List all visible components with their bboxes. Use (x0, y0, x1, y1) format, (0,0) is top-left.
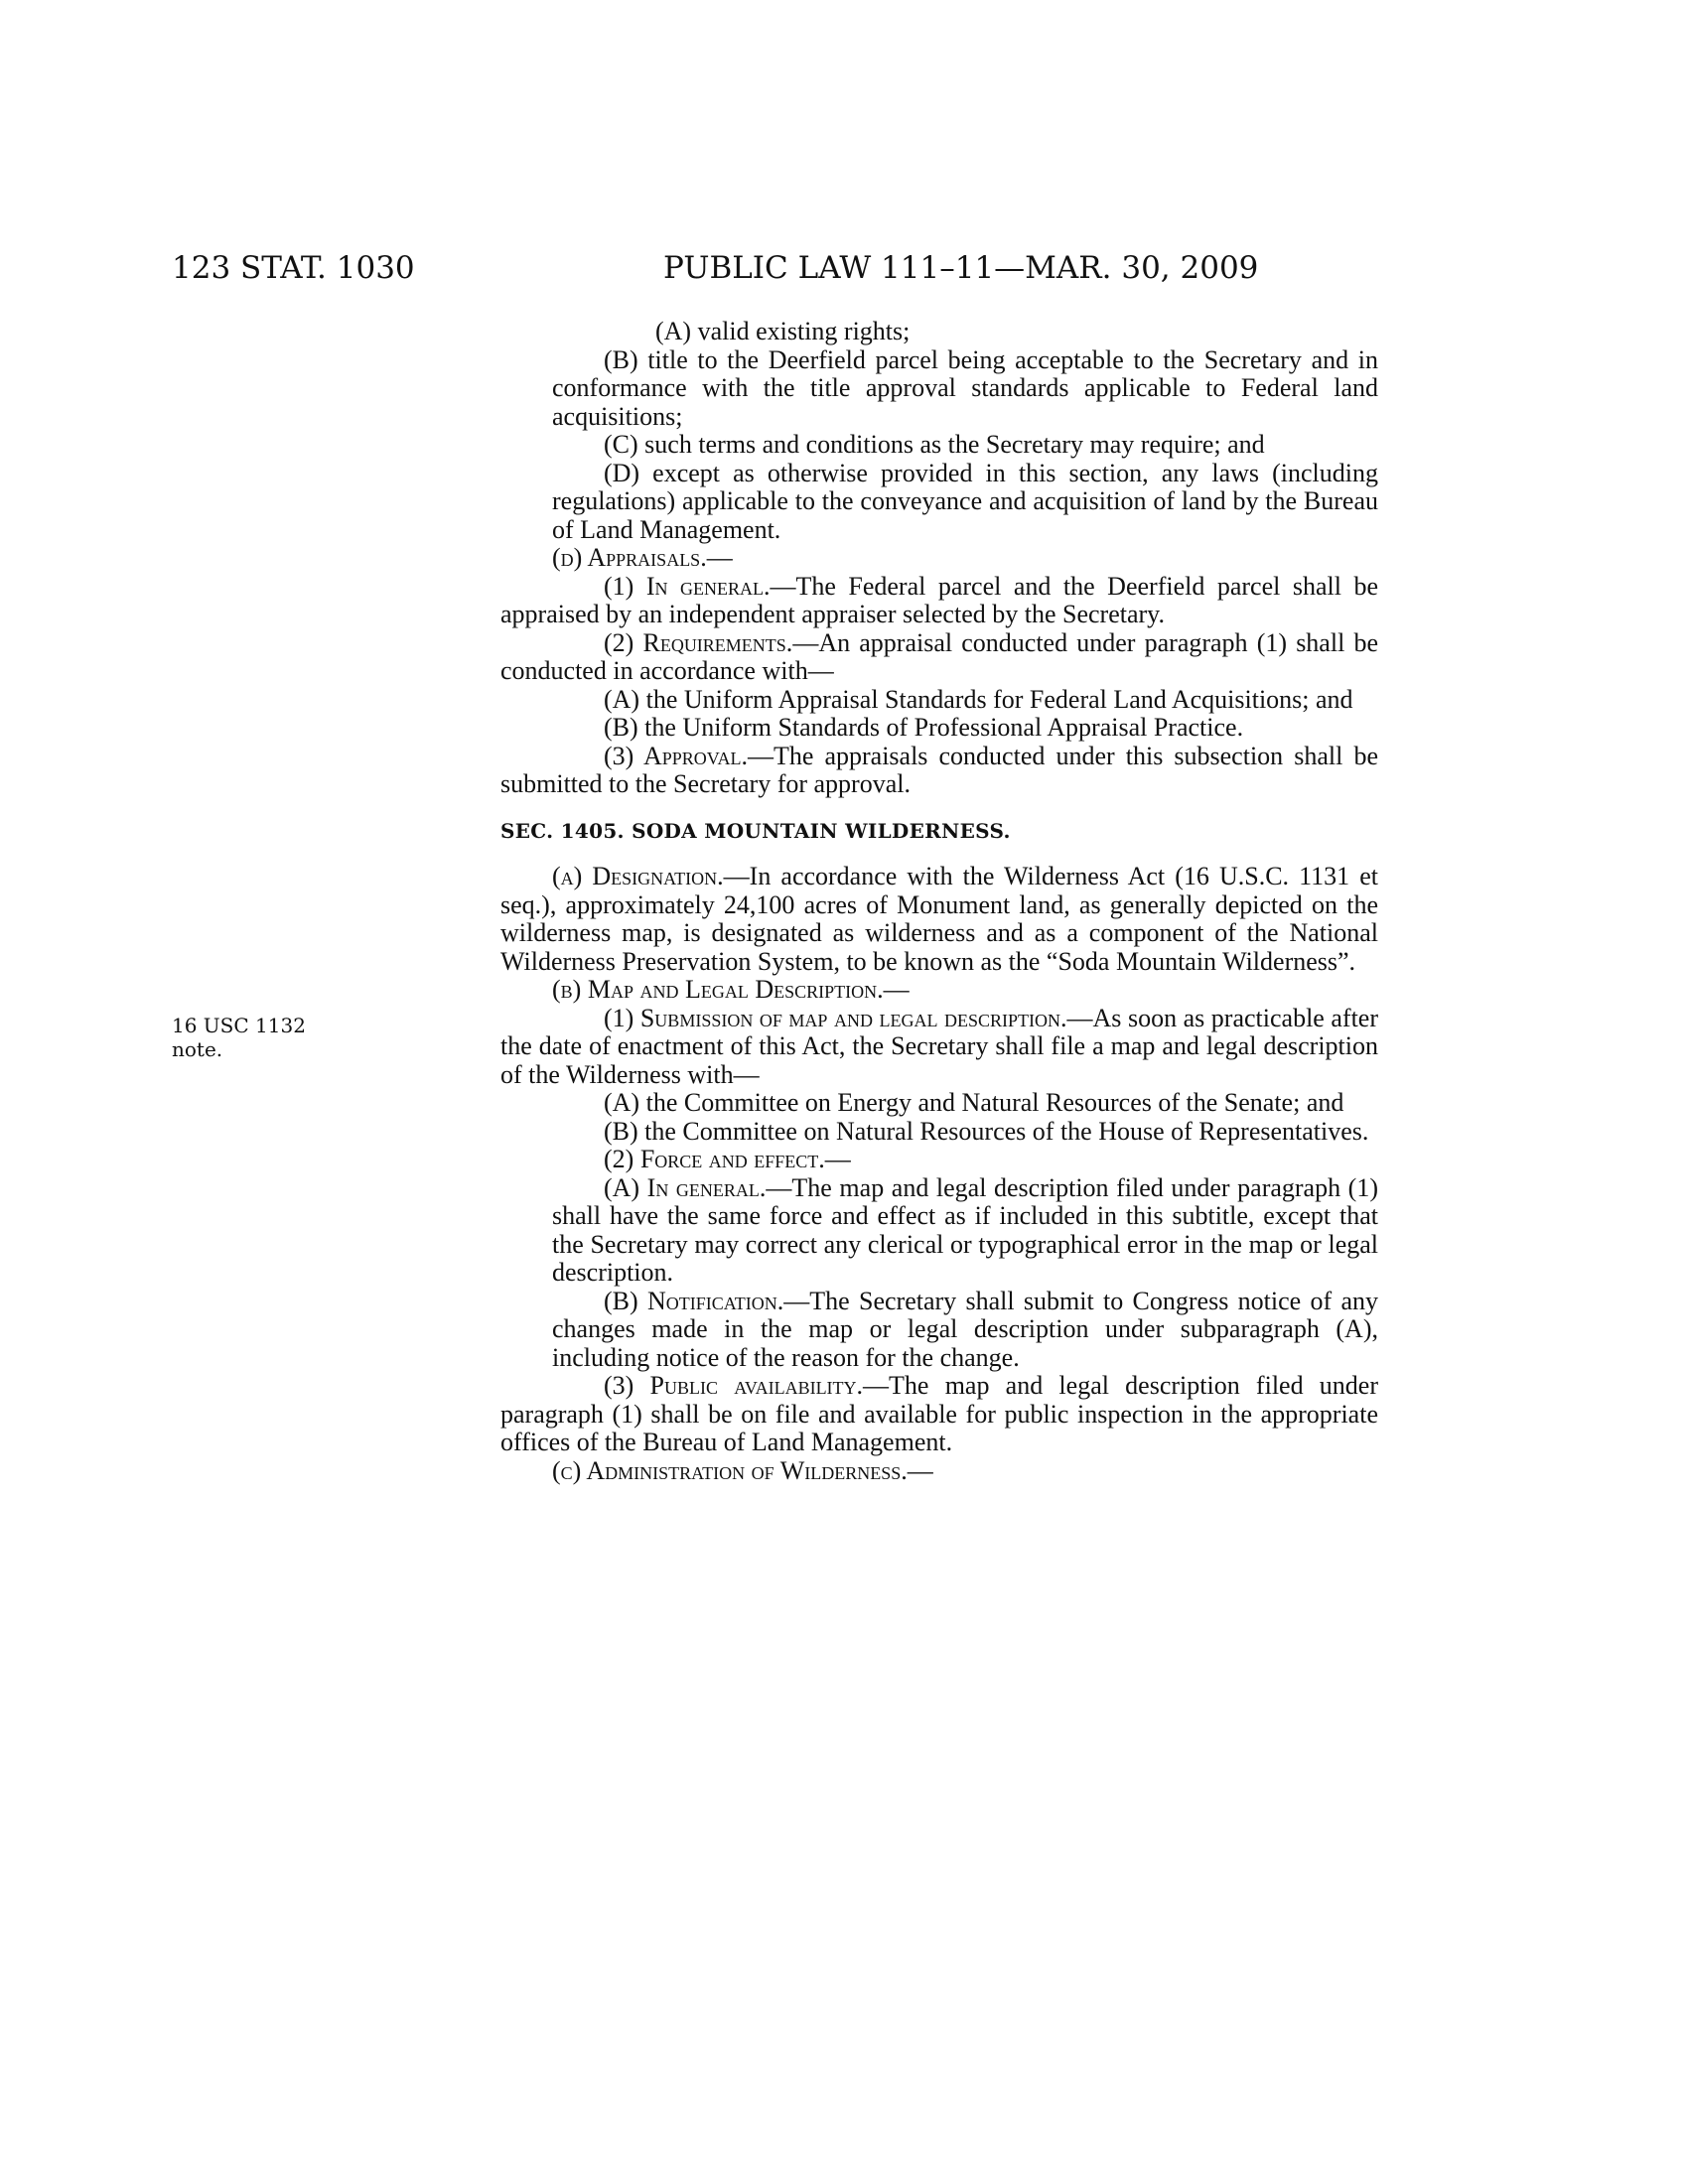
paragraph-d-2-label: (2) Requirements. (604, 627, 793, 657)
paragraph-d-2-text: —An appraisal conducted under paragraph (1) shall be conducted in accordance with— (500, 627, 1378, 685)
paragraph-b-1-label: (1) Submission of map and legal description. (604, 1003, 1067, 1032)
paragraph-b-2-a-label: (A) In general. (604, 1172, 767, 1202)
paragraph-d-3-label: (3) Approval. (604, 741, 748, 770)
paragraph-b-2-a (500, 1174, 1378, 1288)
paragraph-b-2-b-text: —The Secretary shall submit to Congress notice of any changes made in the map or legal description under subparagraph (A), including notice of the reason for the change. (552, 1286, 1378, 1372)
paragraph-d-2-b: (B) the Uniform Standards of Professional Appraisal Practice. (604, 713, 1244, 742)
paragraph-b-1-text: —As soon as practicable after the date of enactment of this Act, the Secretary shall file a map and legal description of the Wilderness with— (500, 1003, 1378, 1089)
paragraph-b-2-heading: (2) Force and effect.— (604, 1145, 851, 1173)
paragraph-d-3-text: —The appraisals conducted under this subsection shall be submitted to the Secretary for approval. (500, 741, 1378, 798)
paragraph-d-3 (500, 743, 1378, 799)
paragraph-b-3-label: (3) Public availability. (604, 1371, 864, 1400)
paragraph-b-3-text: —The map and legal description filed under paragraph (1) shall be on file and available for public inspection in the appropriate offices of the Bureau of Land Management. (500, 1371, 1378, 1456)
paragraph-c-b: (B) title to the Deerfield parcel being acceptable to the Secretary and in conformance with the title approval standards applicable to Federal land acquisitions; (552, 344, 1378, 431)
subsection-d-heading: (d) Appraisals.— (552, 543, 733, 572)
margin-note-line2: note. (172, 1037, 223, 1061)
paragraph-d-1-text: —The Federal parcel and the Deerfield parcel shall be appraised by an independent appraiser selected by the Secretary. (500, 571, 1378, 628)
paragraph-d-1 (500, 573, 1378, 629)
document-body (500, 318, 1378, 1485)
paragraph-b-2-b (500, 1288, 1378, 1373)
margin-note (172, 1014, 306, 1061)
paragraph-b-2-a-text: —The map and legal description filed under paragraph (1) shall have the same force and effect as if included in this subtitle, except that the Secretary may correct any clerical or typographical error in the map or legal description. (552, 1172, 1378, 1287)
paragraph-d-2 (500, 629, 1378, 686)
margin-note-line1: 16 USC 1132 (172, 1014, 306, 1037)
paragraph-a (500, 863, 1378, 976)
subsection-c-heading: (c) Administration of Wilderness.— (552, 1455, 933, 1485)
paragraph-b-1 (500, 1005, 1378, 1090)
paragraph-b-3 (500, 1372, 1378, 1457)
paragraph-b-1-b: (B) the Committee on Natural Resources of the House of Representatives. (604, 1116, 1369, 1146)
paragraph-b-2-b-label: (B) Notification. (604, 1286, 784, 1315)
paragraph-d-1-label: (1) In general. (604, 571, 771, 601)
paragraph-a-text: —In accordance with the Wilderness Act (16 U.S.C. 1131 et seq.), approximately 24,100 acres of Monument land, as generally depicted on the wilderness map, is designated as wilderness and as a component of the National Wilderness Preservation System, to be known as the “Soda Mountain Wilderness”. (500, 862, 1378, 976)
page-stat-citation: 123 STAT. 1030 (172, 250, 415, 286)
paragraph-d-2-a: (A) the Uniform Appraisal Standards for Federal Land Acquisitions; and (604, 684, 1353, 714)
paragraph-c-c: (C) such terms and conditions as the Secretary may require; and (604, 430, 1265, 459)
running-header: PUBLIC LAW 111–11—MAR. 30, 2009 (663, 250, 1259, 286)
paragraph-c-a: (A) valid existing rights; (655, 317, 911, 345)
subsection-b-heading: (b) Map and Legal Description.— (552, 975, 910, 1004)
paragraph-a-label: (a) Designation. (552, 862, 724, 890)
paragraph-c-d: (D) except as otherwise provided in this section, any laws (including regulations) applicable to the conveyance and acquisition of land by the Bureau of Land Management. (552, 458, 1378, 544)
section-heading: SEC. 1405. SODA MOUNTAIN WILDERNESS. (500, 818, 1011, 843)
paragraph-b-1-a: (A) the Committee on Energy and Natural Resources of the Senate; and (604, 1088, 1344, 1117)
